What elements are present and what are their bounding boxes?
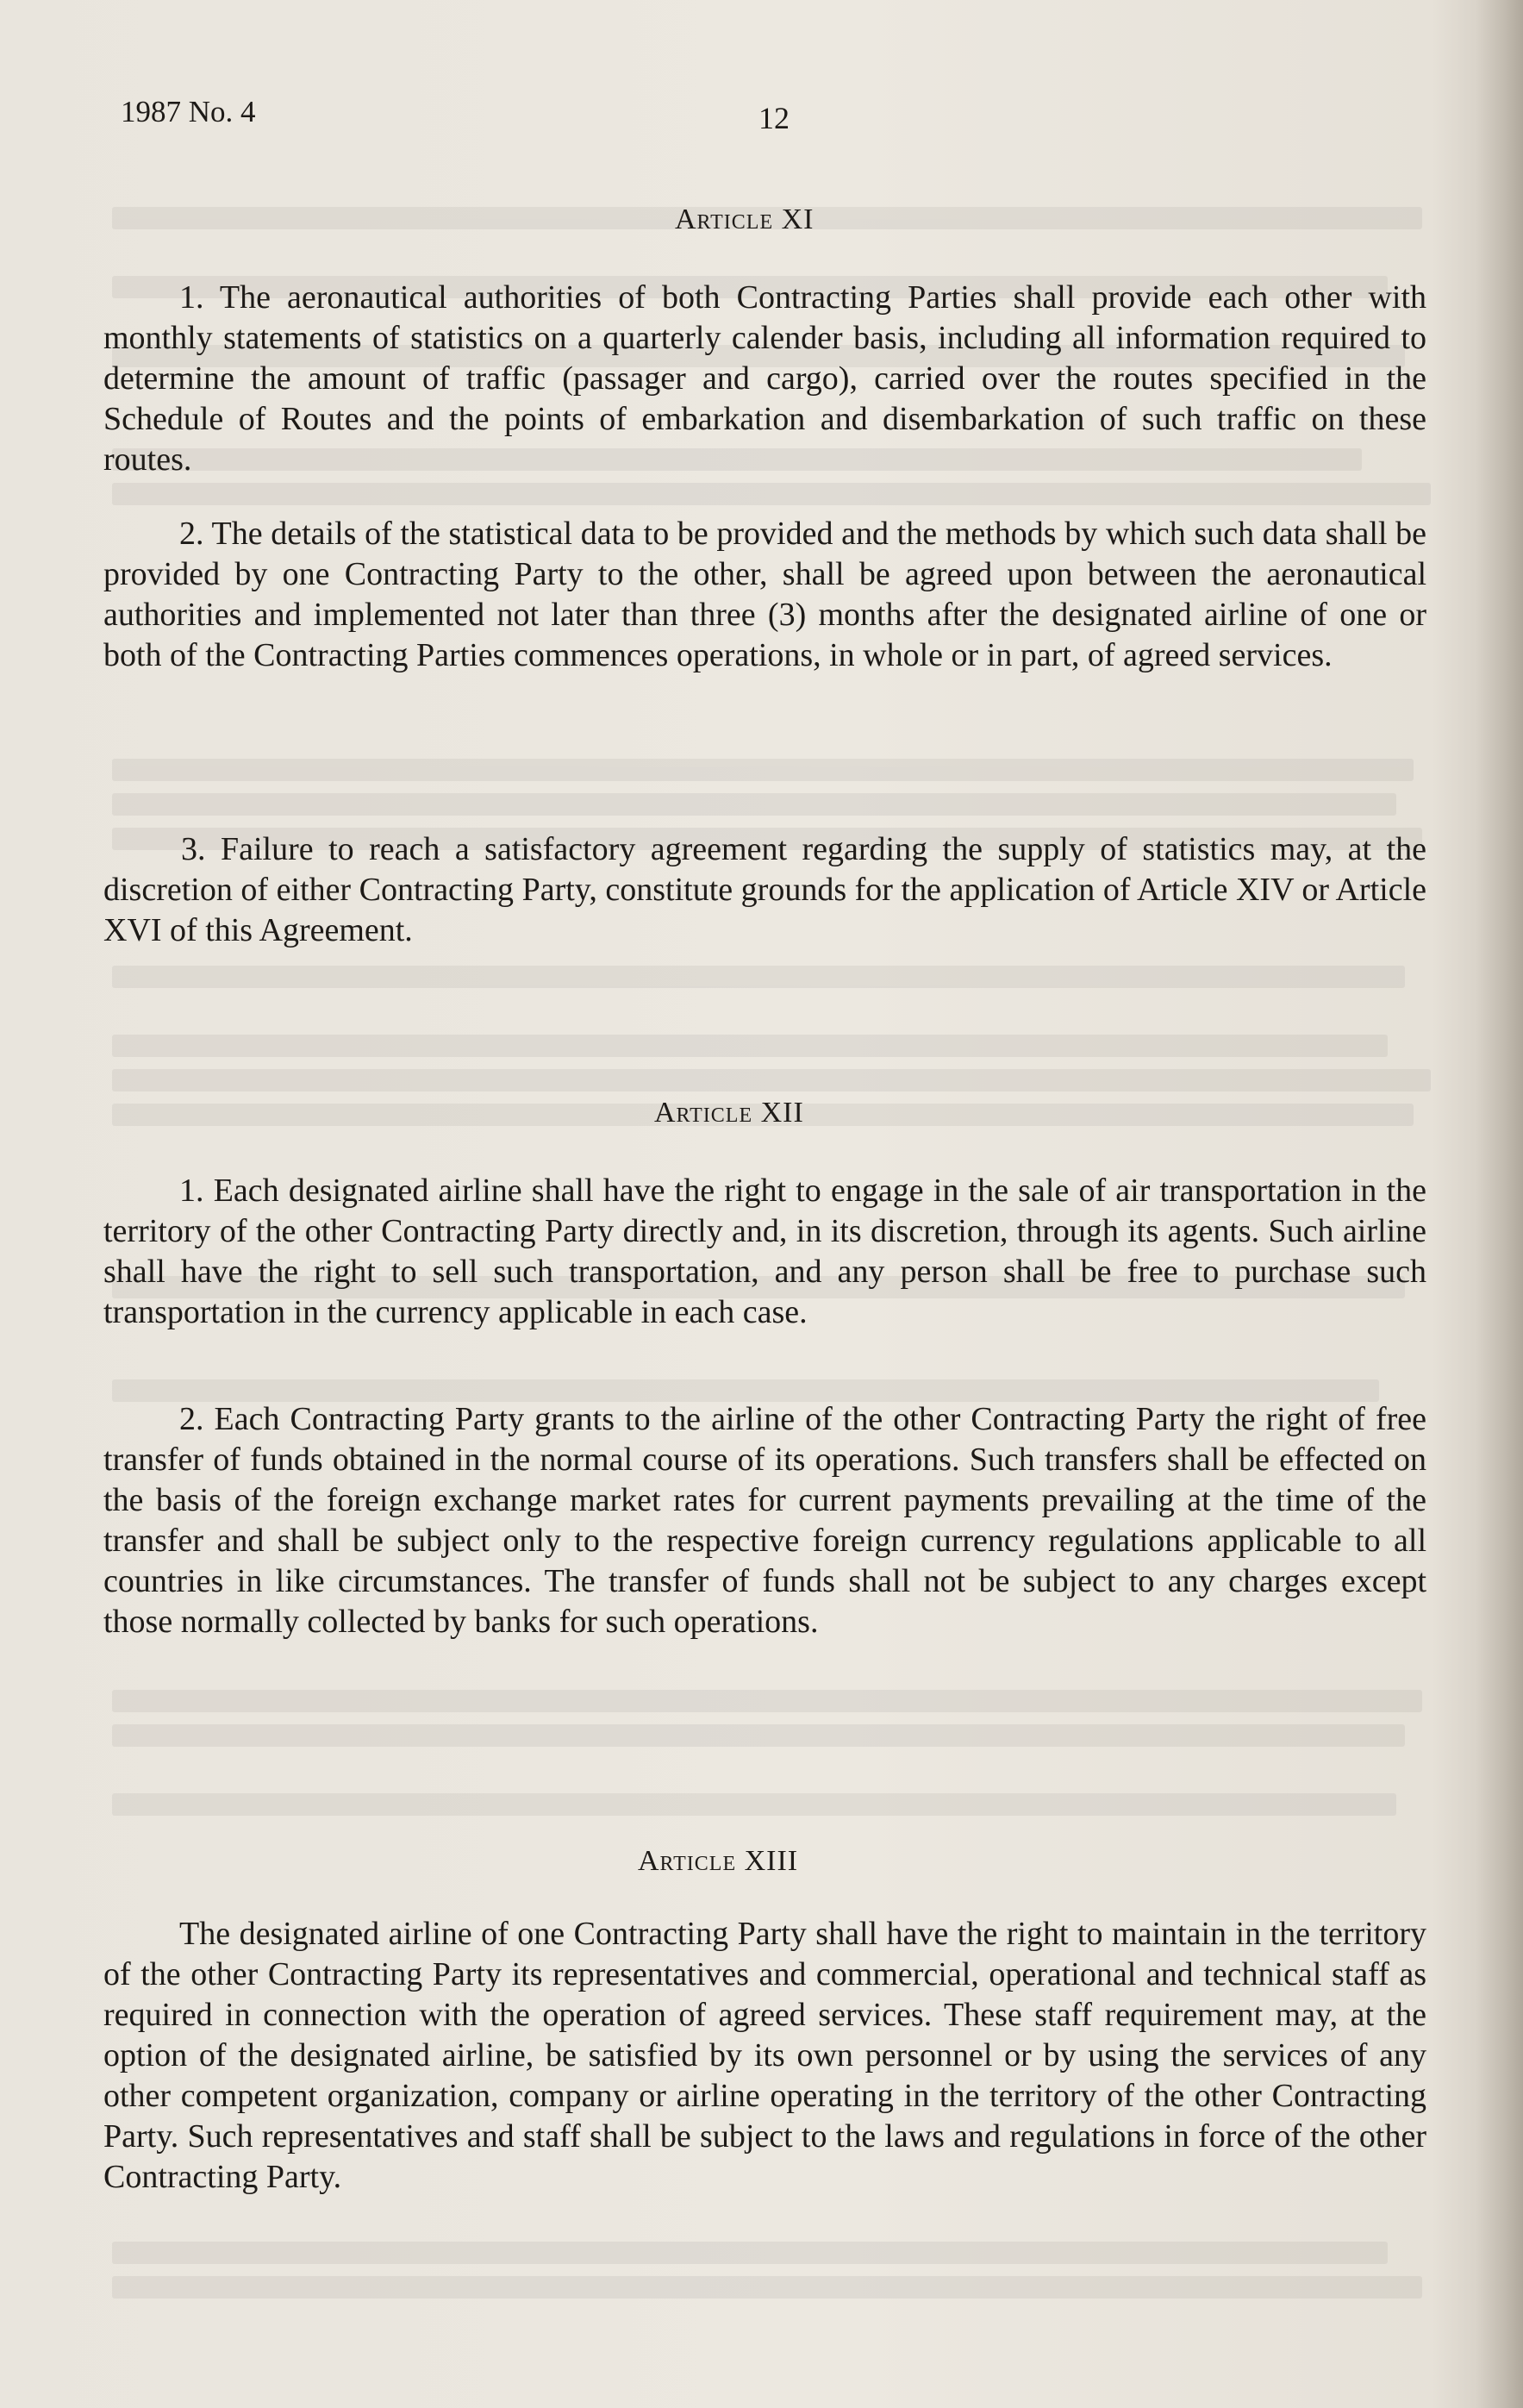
article-xiii-paragraph-1: The designated airline of one Contracting Party shall have the right to maintain in the territory of the other Contracting Party its representatives and commercial, operational and technical staff as required in connection with the operation of agreed services. These staff requirement may, at the option of the designated airline, be satisfied by its own personnel or by using the services of any other competent organization, company or airline operating in the territory of the other Contracting Party. Such representatives and staff shall be subject to the laws and regulations in force of the other Contracting Party. bbox=[103, 1916, 1426, 2195]
article-xi-paragraph-1: 1. The aeronautical authorities of both Contracting Parties shall provide each other with monthly statements of statistics on a quarterly calender basis, including all information required to determine the amount of traffic (passager and cargo), carried over the routes specified in the Schedule of Routes and the points of embarkation and disembarkation of such traffic on these routes. bbox=[103, 279, 1426, 478]
document-number: 1987 No. 4 bbox=[121, 95, 256, 128]
article-xiii-heading: Article XIII bbox=[638, 1845, 799, 1877]
article-xi-paragraph-2: 2. The details of the statistical data to be provided and the methods by which such data shall be provided by one Contracting Party to the other, shall be agreed upon between the aeronautical authorities and implemented not later than three (3) months after the designated airline of one or both of the Contracting Parties commences operations, in whole or in part, of agreed services. bbox=[103, 516, 1426, 673]
article-xii-paragraph-1: 1. Each designated airline shall have the right to engage in the sale of air transportation in the territory of the other Contracting Party directly and, in its discretion, through its agents. Such airline shall have the right to sell such transportation, and any person shall be free to purchase such transportation in the currency applicable in each case. bbox=[103, 1173, 1426, 1330]
article-xii-paragraph-2: 2. Each Contracting Party grants to the airline of the other Contracting Party the right of free transfer of funds obtained in the normal course of its operations. Such transfers shall be effected on the basis of the foreign exchange market rates for current payments prevailing at the time of the transfer and shall be subject only to the respective foreign currency regulations applicable to all countries in like circumstances. The transfer of funds shall not be subject to any charges except those normally collected by banks for such operations. bbox=[103, 1401, 1426, 1640]
page-number: 12 bbox=[758, 101, 790, 135]
article-xii-heading: Article XII bbox=[654, 1097, 804, 1129]
page-edge-shadow bbox=[1476, 0, 1523, 2408]
article-xi-heading: Article XI bbox=[675, 203, 815, 235]
article-xi-paragraph-3: 3. Failure to reach a satisfactory agreement regarding the supply of statistics may, at the discretion of either Contracting Party, constitute grounds for the application of Article XIV or Article XVI of this Agreement. bbox=[103, 831, 1426, 948]
